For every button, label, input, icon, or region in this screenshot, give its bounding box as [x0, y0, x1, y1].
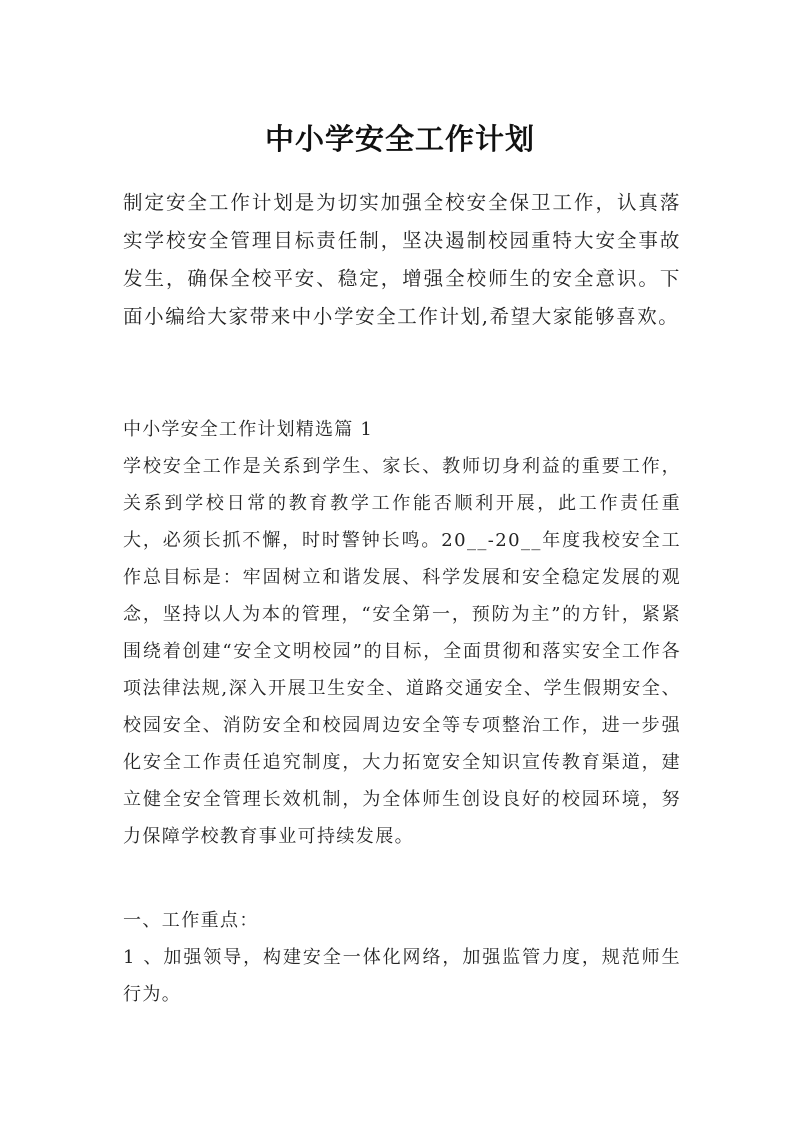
document-title: 中小学安全工作计划: [264, 122, 535, 157]
section-heading: 中小学安全工作计划精选篇 1: [123, 419, 373, 440]
section-body-paragraph: 学校安全工作是关系到学生、家长、教师切身利益的重要工作，关系到学校日常的教育教学工作能否顺利开展，此工作责任重大，必须长抓不懈，时时警钟长鸣。20__-20__年度我校安全工作总目标是：牢固树立和谐发展、科学发展和安全稳定发展的观念，坚持以人为本的管理，“安全第一，预防为主”的方针，紧紧围绕着创建“安全文明校园”的目标，全面贯彻和落实安全工作各项法律法规,深入开展卫生安全、道路交通安全、学生假期安全、校园安全、消防安全和校园周边安全等专项整治工作，进一步强化安全工作责任追究制度，大力拓宽安全知识宣传教育渠道，建立健全安全管理长效机制，为全体师生创设良好的校园环境，努力保障学校教育事业可持续发展。: [123, 456, 681, 847]
intro-paragraph: 制定安全工作计划是为切实加强全校安全保卫工作，认真落实学校安全管理目标责任制，坚决遏制校园重特大安全事故发生，确保全校平安、稳定，增强全校师生的安全意识。下面小编给大家带来中小学安全工作计划,希望大家能够喜欢。: [123, 191, 681, 328]
list-item: 1 、加强领导，构建安全一体化网络，加强监管力度，规范师生行为。: [123, 947, 681, 1005]
work-focus-heading: 一、工作重点：: [123, 910, 259, 931]
